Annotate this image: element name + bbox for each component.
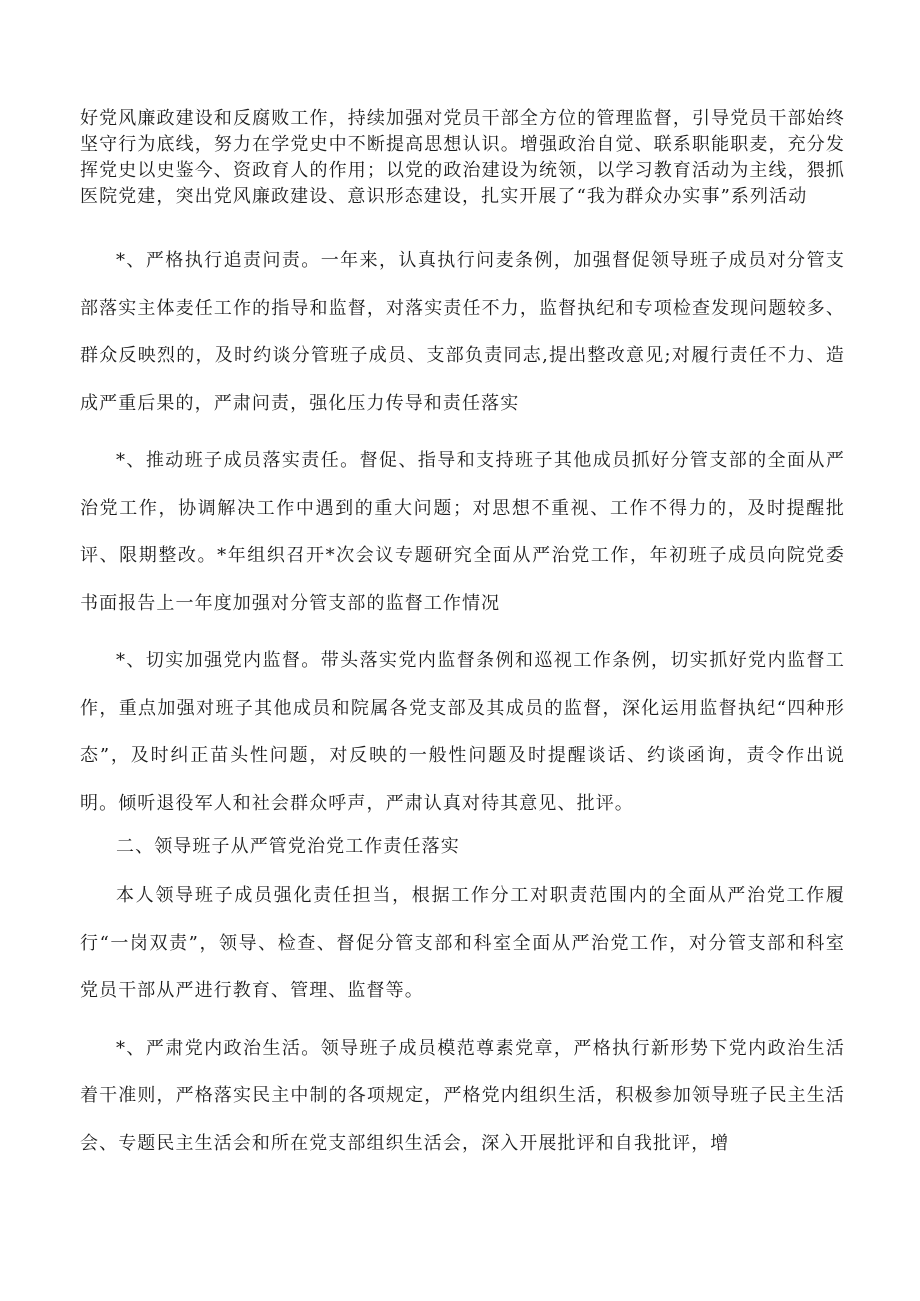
paragraph-leadership-duty: 本人领导班子成员强化责任担当，根据工作分工对职责范围内的全面从严治党工作履行“一岗双责”，领导、检查、督促分管支部和科室全面从严治党工作，对分管支部和科室党员干部从严进行教育、管理、监督等。 [80, 885, 845, 1001]
paragraph-team-responsibility: *、推动班子成员落实责任。督促、指导和支持班子其他成员抓好分管支部的全面从严治党工作，协调解决工作中遇到的重大问题；对思想不重视、工作不得力的，及时提醒批评、限期整改。*年组织召开*次会议专题研究全面从严治党工作，年初班子成员向院党委书面报告上一年度加强对分管支部的监督工作情况 [80, 450, 845, 614]
intro-paragraph: 好党风廉政建设和反腐败工作，持续加强对党员干部全方位的管理监督，引导党员干部始终坚守行为底线，努力在学党史中不断提高思想认识。增强政治自觉、联系职能职麦，充分发挥党史以史鉴今、资政育人的作用；以党的政治建设为统领，以学习教育活动为主线，猥抓医院党建，突出党风廉政建设、意识形态建设，扎实开展了“我为群众办实事”系列活动 [80, 108, 845, 207]
paragraph-political-life: *、严肃党内政治生活。领导班子成员模范尊素党章，严格执行新形势下党内政治生活着干准则，严格落实民主中制的各项规定，严格党内组织生活，积极参加领导班子民主生活会、专题民主生活会和所在党支部组织生活会，深入开展批评和自我批评，增 [80, 1037, 845, 1154]
section-heading: 二、领导班子从严管党治党工作责任落实 [116, 836, 460, 857]
paragraph-accountability: *、严格执行追责问责。一年来，认真执行问麦条例，加强督促领导班子成员对分管支部落实主体麦任工作的指导和监督，对落实责任不力，监督执纪和专项检查发现问题较多、群众反映烈的，及时约谈分管班子成员、支部负责同志,提出整改意见;对履行责任不力、造成严重后果的，严肃问责，强化压力传导和责任落实 [80, 250, 845, 414]
document-body [80, 106, 845, 1177]
paragraph-party-supervision: *、切实加强党内监督。带头落实党内监督条例和巡视工作条例，切实抓好党内监督工作，重点加强对班子其他成员和院属各党支部及其成员的监督，深化运用监督执纪“四种形态”，及时纠正苗头性问题，对反映的一般性问题及时提醒谈话、约谈函询，责令作出说明。倾听退役军人和社会群众呼声，严肃认真对待其意见、批评。 [80, 650, 845, 814]
